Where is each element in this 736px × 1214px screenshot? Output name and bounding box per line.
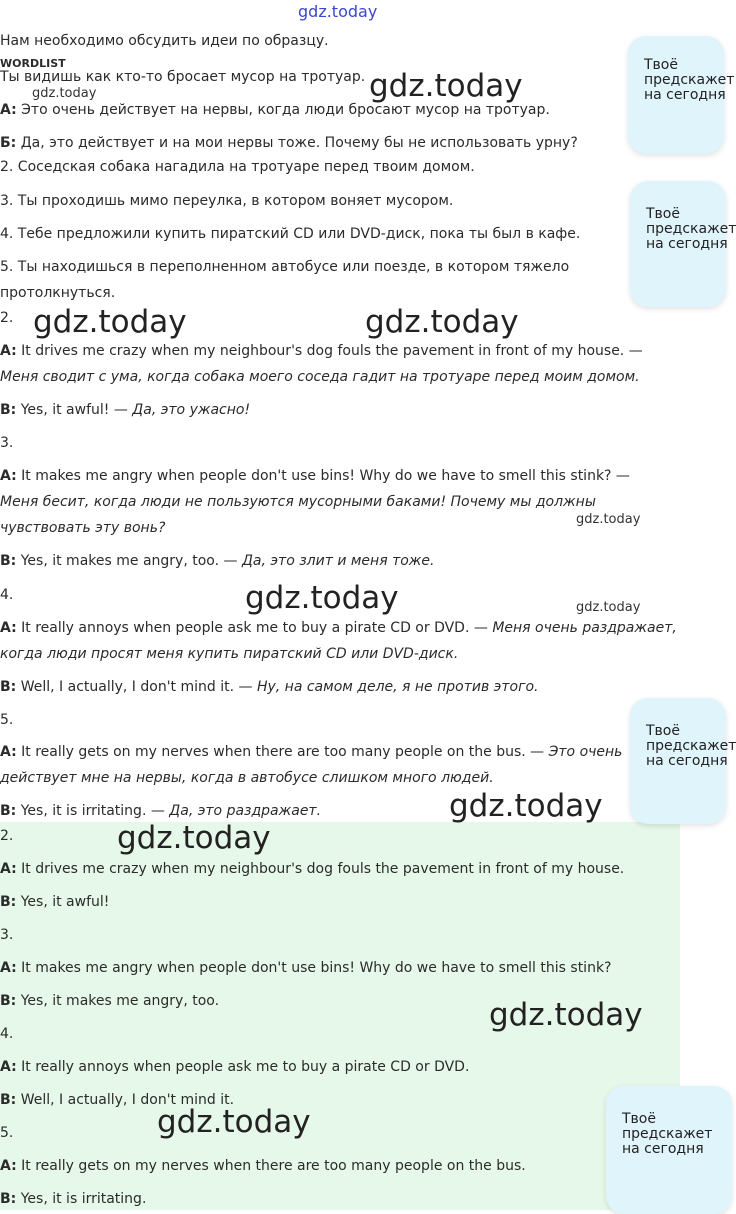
russian-translation: Меня бесит, когда люди не пользуются мусорными баками! Почему мы должны [0,494,596,510]
russian-translation: Меня очень раздражает, [492,620,677,636]
text-line [0,802,321,820]
text-line [0,158,475,176]
sentence: 2. Соседская собака нагадила на тротуаре перед твоим домом. [0,159,475,175]
russian-translation: Да, это злит и меня тоже. [241,553,435,569]
text-line [0,134,578,152]
item-number: 2. [0,828,14,844]
english-sentence: It really annoys when people ask me to buy a pirate CD or DVD. — [16,620,493,636]
russian-translation: Ну, на самом деле, я не против этого. [256,679,539,695]
text-line [0,552,434,570]
english-sentence: Yes, it is irritating. — [16,803,170,819]
text-line [0,1058,469,1076]
watermark: gdz.today [32,86,97,101]
english-sentence: It drives me crazy when my neighbour's dog fouls the pavement in front of my house. [16,861,625,877]
speaker-label: B: [0,803,17,819]
text-line [0,401,250,419]
item-number: 5. [0,1125,14,1141]
text-line [0,368,640,386]
ad-bubble[interactable]: Твоё предскажет на сегодня [630,181,726,307]
sentence: Это очень действует на нервы, когда люди бросают мусор на тротуар. [16,102,550,118]
item-number: 2. [0,310,14,326]
item-number [0,434,13,452]
item-number: 3. [0,927,14,943]
text-line [0,192,453,210]
speaker-label: A: [0,468,17,484]
english-sentence: Yes, it awful! [16,894,110,910]
item-number [0,309,13,327]
speaker-label: B: [0,993,17,1009]
watermark: gdz.today [33,304,187,340]
russian-translation: Да, это раздражает. [169,803,322,819]
english-sentence: It really annoys when people ask me to buy a pirate CD or DVD. [16,1059,470,1075]
ad-bubble[interactable]: Твоё предскажет на сегодня [630,698,726,824]
english-sentence: Yes, it makes me angry, too. [16,993,220,1009]
english-sentence: It drives me crazy when my neighbour's dog fouls the pavement in front of my house. — [16,343,643,359]
watermark: gdz.today [369,68,523,104]
speaker-label: B: [0,1191,17,1207]
text-line [0,893,109,911]
sentence: 5. Ты находишься в переполненном автобусе или поезде, в котором тяжело [0,259,570,275]
russian-translation: чувствовать эту вонь? [0,520,166,536]
sentence: Да, это действует и на мои нервы тоже. Почему бы не использовать урну? [16,135,578,151]
item-number: 5. [0,712,14,728]
item-number [0,827,13,845]
watermark: gdz.today [576,600,641,615]
watermark: gdz.today [298,2,378,21]
speaker-label: A: [0,861,17,877]
text-line [0,1190,146,1208]
speaker-label: A: [0,1059,17,1075]
text-line [0,342,643,360]
sentence: 4. Тебе предложили купить пиратский CD или DVD-диск, пока ты был в кафе. [0,226,581,242]
item-number: 3. [0,435,14,451]
english-sentence: Yes, it is irritating. [16,1191,147,1207]
speaker-label: Б: [0,135,17,151]
item-number: 4. [0,1026,14,1042]
english-sentence: It makes me angry when people don't use bins! Why do we have to smell this stink? [16,960,612,976]
english-sentence: Well, I actually, I don't mind it. [16,1092,235,1108]
speaker-label: A: [0,620,17,636]
ad-bubble[interactable]: Твоё предскажет на сегодня [628,36,724,154]
watermark: gdz.today [117,820,271,856]
speaker-label: B: [0,894,17,910]
cut-off-label: WORDLIST [0,57,66,70]
speaker-label: A: [0,343,17,359]
text-line [0,1157,526,1175]
task-text: Нам необходимо обсудить идеи по образцу. [0,33,329,49]
text-line [0,284,115,302]
ad-bubble[interactable]: Твоё предскажет на сегодня [606,1086,732,1214]
text-line [0,519,165,537]
text-line [0,258,569,276]
watermark: gdz.today [157,1104,311,1140]
item-number [0,1025,13,1043]
english-sentence: Yes, it makes me angry, too. — [16,553,242,569]
watermark: gdz.today [489,997,643,1033]
russian-translation: Меня сводит с ума, когда собака моего соседа гадит на тротуаре перед моим домом. [0,369,640,385]
speaker-label: B: [0,402,17,418]
text-line [0,225,580,243]
speaker-label: B: [0,1092,17,1108]
english-sentence: Yes, it awful! — [16,402,133,418]
item-number [0,586,13,604]
sentence: 3. Ты проходишь мимо переулка, в котором воняет мусором. [0,193,454,209]
speaker-label: A: [0,744,17,760]
sentence: Ты видишь как кто-то бросает мусор на тротуар. [0,69,366,85]
text-line [0,645,458,663]
item-number [0,926,13,944]
speaker-label: B: [0,553,17,569]
russian-translation: когда люди просят меня купить пиратский CD или DVD-диск. [0,646,459,662]
english-sentence: It really gets on my nerves when there are too many people on the bus. — [16,744,549,760]
text-line [0,743,622,761]
text-line [0,68,365,86]
speaker-label: A: [0,1158,17,1174]
speaker-label: A: [0,102,17,118]
text-line [0,678,538,696]
watermark: gdz.today [365,304,519,340]
item-number: 4. [0,587,14,603]
text-line [0,619,677,637]
watermark: gdz.today [576,512,641,527]
english-sentence: It makes me angry when people don't use bins! Why do we have to smell this stink? — [16,468,630,484]
item-number [0,711,13,729]
text-line [0,493,596,511]
watermark: gdz.today [245,580,399,616]
watermark: gdz.today [449,788,603,824]
text-line [0,959,611,977]
task-instruction [0,32,329,50]
text-line [0,992,219,1010]
text-line [0,860,624,878]
speaker-label: B: [0,679,17,695]
text-line [0,769,494,787]
russian-translation: Это очень [548,744,623,760]
russian-translation: действует мне на нервы, когда в автобусе слишком много людей. [0,770,494,786]
sentence: протолкнуться. [0,285,116,301]
text-line [0,467,630,485]
item-number [0,1124,13,1142]
english-sentence: It really gets on my nerves when there are too many people on the bus. [16,1158,526,1174]
russian-translation: Да, это ужасно! [132,402,251,418]
speaker-label: A: [0,960,17,976]
english-sentence: Well, I actually, I don't mind it. — [16,679,257,695]
